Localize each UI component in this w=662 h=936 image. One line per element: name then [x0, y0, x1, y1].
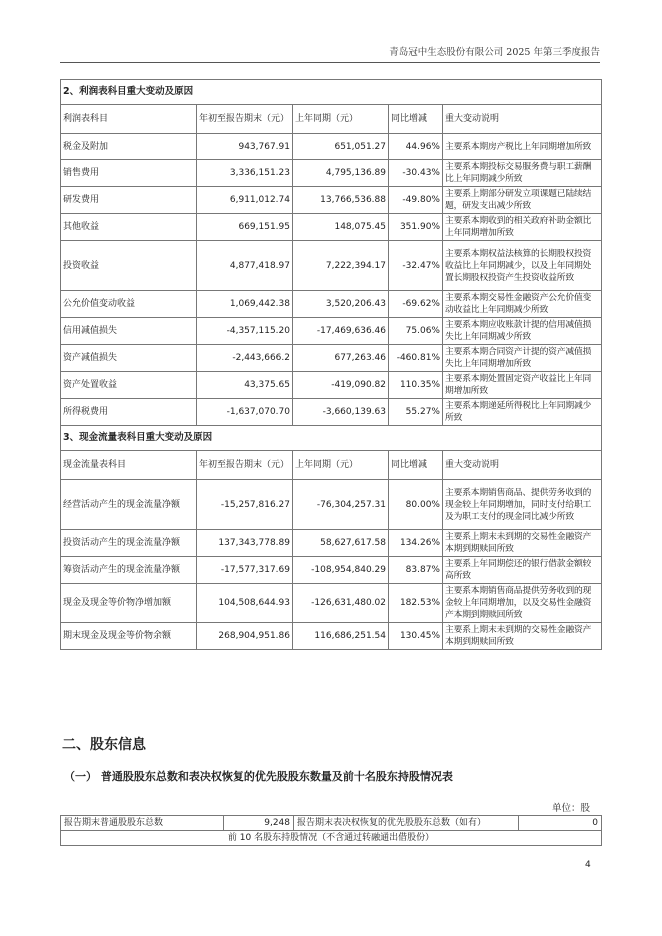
column-header: 同比增减 — [389, 451, 443, 480]
row-prior: 3,520,206.43 — [293, 291, 389, 318]
common-shareholders-value: 9,248 — [224, 816, 294, 831]
page-header: 青岛冠中生态股份有限公司 2025 年第三季度报告 — [389, 47, 600, 58]
row-change: 182.53% — [389, 584, 443, 623]
row-current: -4,357,115.20 — [197, 318, 293, 345]
row-current: 669,151.95 — [197, 214, 293, 241]
row-current: -15,257,816.27 — [197, 480, 293, 530]
row-reason: 主要系上期部分研发立项课题已陆续结题，研发支出减少所致 — [443, 187, 602, 214]
row-reason: 主要系本期递延所得税比上年同期减少所致 — [443, 399, 602, 426]
row-change: -30.43% — [389, 160, 443, 187]
row-change: 80.00% — [389, 480, 443, 530]
preferred-shareholders-value: 0 — [519, 816, 602, 831]
row-change: 130.45% — [389, 623, 443, 650]
section-subtitle: （一） 普通股股东总数和表决权恢复的优先股股东数量及前十名股东持股情况表 — [64, 770, 453, 783]
row-change: -49.80% — [389, 187, 443, 214]
row-current: 6,911,012.74 — [197, 187, 293, 214]
row-prior: 148,075.45 — [293, 214, 389, 241]
row-prior: 651,051.27 — [293, 134, 389, 160]
row-change: 351.90% — [389, 214, 443, 241]
row-reason: 主要系本期房产税比上年同期增加所致 — [443, 134, 602, 160]
row-item: 销售费用 — [61, 160, 197, 187]
row-current: 104,508,644.93 — [197, 584, 293, 623]
row-reason: 主要系本期销售商品、提供劳务收到的现金较上年同期增加，同时支付给职工及为职工支付的现金同比减少所致 — [443, 480, 602, 530]
column-header: 同比增减 — [389, 105, 443, 134]
row-prior: 7,222,394.17 — [293, 241, 389, 291]
section-title: 3、现金流量表科目重大变动及原因 — [61, 426, 602, 451]
row-reason: 主要系本期交易性金融资产公允价值变动收益比上年同期减少所致 — [443, 291, 602, 318]
section-title: 2、利润表科目重大变动及原因 — [61, 80, 602, 105]
table-row — [61, 345, 602, 372]
row-prior: -3,660,139.63 — [293, 399, 389, 426]
row-change: 110.35% — [389, 372, 443, 399]
row-reason: 主要系本期权益法核算的长期股权投资收益比上年同期减少，以及上年同期处置长期股权投资产生投资收益所致 — [443, 241, 602, 291]
row-reason: 主要系上期末未到期的交易性金融资产本期到期赎回所致 — [443, 530, 602, 557]
column-header: 现金流量表科目 — [61, 451, 197, 480]
row-change: -32.47% — [389, 241, 443, 291]
row-change: -460.81% — [389, 345, 443, 372]
column-header: 年初至报告期末（元） — [197, 451, 293, 480]
row-reason: 主要系本期合同资产计提的资产减值损失比上年同期增加所致 — [443, 345, 602, 372]
row-current: 4,877,418.97 — [197, 241, 293, 291]
row-item: 投资收益 — [61, 241, 197, 291]
row-item: 信用减值损失 — [61, 318, 197, 345]
header-divider — [60, 62, 600, 63]
row-prior: 677,263.46 — [293, 345, 389, 372]
column-header: 重大变动说明 — [443, 451, 602, 480]
section-title-shareholders: 二、股东信息 — [62, 737, 146, 753]
column-header: 上年同期（元） — [293, 105, 389, 134]
table-row — [61, 318, 602, 345]
row-current: 43,375.65 — [197, 372, 293, 399]
row-item: 税金及附加 — [61, 134, 197, 160]
row-change: 55.27% — [389, 399, 443, 426]
row-item: 其他收益 — [61, 214, 197, 241]
common-shareholders-label: 报告期末普通股股东总数 — [61, 816, 224, 831]
row-item: 筹资活动产生的现金流量净额 — [61, 557, 197, 584]
row-reason: 主要系上年同期偿还的银行借款金额较高所致 — [443, 557, 602, 584]
row-item: 经营活动产生的现金流量净额 — [61, 480, 197, 530]
row-change: 83.87% — [389, 557, 443, 584]
row-prior: -17,469,636.46 — [293, 318, 389, 345]
row-item: 期末现金及现金等价物余额 — [61, 623, 197, 650]
row-reason: 主要系上期末未到期的交易性金融资产本期到期赎回所致 — [443, 623, 602, 650]
table-row — [61, 623, 602, 650]
row-item: 现金及现金等价物净增加额 — [61, 584, 197, 623]
row-change: -69.62% — [389, 291, 443, 318]
row-prior: -126,631,480.02 — [293, 584, 389, 623]
table-row — [61, 291, 602, 318]
row-current: 1,069,442.38 — [197, 291, 293, 318]
row-current: -2,443,666.2 — [197, 345, 293, 372]
table-row — [61, 584, 602, 623]
row-current: -1,637,070.70 — [197, 399, 293, 426]
row-current: 3,336,151.23 — [197, 160, 293, 187]
financial-changes-table — [60, 79, 602, 650]
row-item: 资产处置收益 — [61, 372, 197, 399]
row-reason: 主要系本期收到的相关政府补助金额比上年同期增加所致 — [443, 214, 602, 241]
header-row — [61, 105, 602, 134]
row-prior: -76,304,257.31 — [293, 480, 389, 530]
table-row — [61, 241, 602, 291]
top10-title: 前 10 名股东持股情况（不含通过转融通出借股份） — [61, 831, 602, 846]
row-change: 44.96% — [389, 134, 443, 160]
preferred-shareholders-label: 报告期末表决权恢复的优先股股东总数（如有） — [294, 816, 519, 831]
row-reason: 主要系本期销售商品提供劳务收到的现金较上年同期增加，以及交易性金融资产本期到期赎回所致 — [443, 584, 602, 623]
section-row — [61, 80, 602, 105]
row-reason: 主要系本期处置固定资产收益比上年同期增加所致 — [443, 372, 602, 399]
row-current: 943,767.91 — [197, 134, 293, 160]
table-row — [61, 557, 602, 584]
row-item: 公允价值变动收益 — [61, 291, 197, 318]
row-prior: -108,954,840.29 — [293, 557, 389, 584]
row-prior: 58,627,617.58 — [293, 530, 389, 557]
row-change: 75.06% — [389, 318, 443, 345]
table-row — [61, 372, 602, 399]
shareholder-table — [60, 815, 602, 846]
row-prior: 13,766,536.88 — [293, 187, 389, 214]
row-reason: 主要系本期应收账款计提的信用减值损失比上年同期减少所致 — [443, 318, 602, 345]
row-item: 研发费用 — [61, 187, 197, 214]
column-header: 利润表科目 — [61, 105, 197, 134]
table-row — [61, 134, 602, 160]
row-current: -17,577,317.69 — [197, 557, 293, 584]
page-number: 4 — [585, 860, 591, 870]
unit-label: 单位：股 — [551, 803, 590, 814]
row-prior: -419,090.82 — [293, 372, 389, 399]
table-row — [61, 480, 602, 530]
row-prior: 116,686,251.54 — [293, 623, 389, 650]
row-current: 137,343,778.89 — [197, 530, 293, 557]
row-current: 268,904,951.86 — [197, 623, 293, 650]
column-header: 重大变动说明 — [443, 105, 602, 134]
row-item: 投资活动产生的现金流量净额 — [61, 530, 197, 557]
table-row — [61, 214, 602, 241]
table-row — [61, 187, 602, 214]
row-change: 134.26% — [389, 530, 443, 557]
row-item: 资产减值损失 — [61, 345, 197, 372]
table-row — [61, 160, 602, 187]
column-header: 上年同期（元） — [293, 451, 389, 480]
row-prior: 4,795,136.89 — [293, 160, 389, 187]
row-reason: 主要系本期投标交易服务费与职工薪酬比上年同期减少所致 — [443, 160, 602, 187]
header-row — [61, 451, 602, 480]
section-row — [61, 426, 602, 451]
column-header: 年初至报告期末（元） — [197, 105, 293, 134]
table-row — [61, 831, 602, 846]
table-row — [61, 530, 602, 557]
table-row — [61, 816, 602, 831]
row-item: 所得税费用 — [61, 399, 197, 426]
table-row — [61, 399, 602, 426]
